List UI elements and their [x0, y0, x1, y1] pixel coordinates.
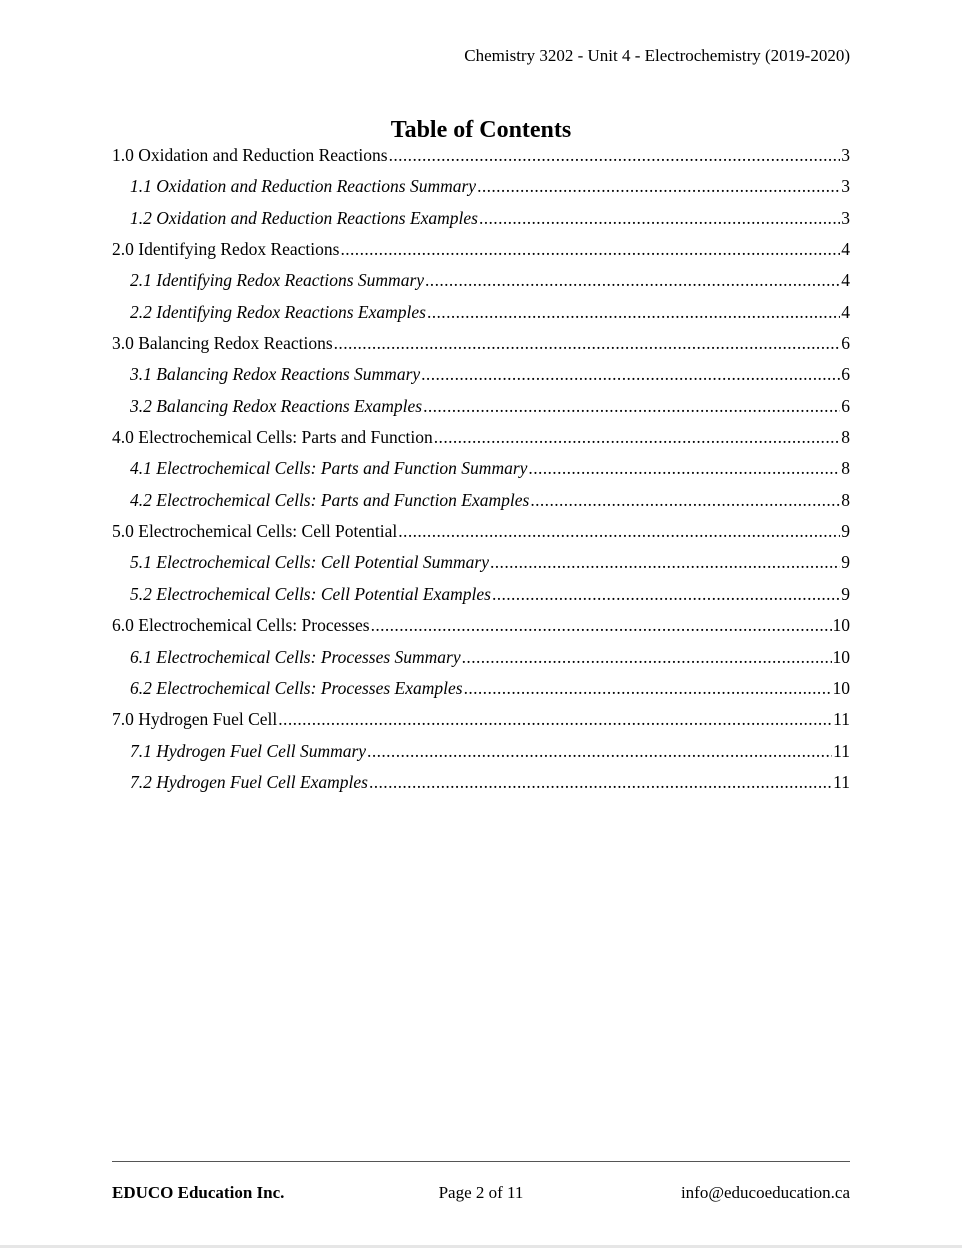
- toc-dot-leader: [421, 359, 840, 390]
- toc-dot-leader: [398, 516, 840, 547]
- toc-entry-page-number: 4: [841, 301, 850, 322]
- toc-entry-page-number: 10: [832, 677, 850, 698]
- toc-entry-label: 4.0 Electrochemical Cells: Parts and Function: [112, 427, 433, 448]
- toc-entry-page-number: 6: [841, 364, 850, 385]
- toc-entry-label: 3.0 Balancing Redox Reactions: [112, 333, 333, 354]
- toc-entry-page-number: 4: [841, 270, 850, 291]
- toc-entry-label: 3.1 Balancing Redox Reactions Summary: [130, 364, 421, 385]
- toc-entry-label: 4.1 Electrochemical Cells: Parts and Function Summary: [130, 458, 528, 479]
- toc-subsection-entry[interactable]: [112, 171, 850, 202]
- toc-subsection-entry[interactable]: [112, 547, 850, 578]
- toc-subsection-entry[interactable]: [112, 736, 850, 767]
- toc-entry-label: 6.2 Electrochemical Cells: Processes Examples: [130, 677, 463, 698]
- toc-entry-page-number: 11: [833, 740, 850, 761]
- toc-entry-page-number: 8: [841, 458, 850, 479]
- toc-entry-page-number: 8: [841, 427, 850, 448]
- toc-subsection-entry[interactable]: [112, 579, 850, 610]
- toc-entry-label: 5.2 Electrochemical Cells: Cell Potential Examples: [130, 583, 491, 604]
- toc-section-entry[interactable]: [112, 140, 850, 171]
- toc-entry-label: 1.0 Oxidation and Reduction Reactions: [112, 145, 388, 165]
- toc-entry-label: 1.2 Oxidation and Reduction Reactions Examples: [130, 207, 478, 228]
- toc-subsection-entry[interactable]: [112, 453, 850, 484]
- toc-dot-leader: [389, 140, 841, 171]
- toc-entry-label: 2.1 Identifying Redox Reactions Summary: [130, 270, 425, 291]
- toc-dot-leader: [427, 297, 840, 328]
- toc-dot-leader: [477, 171, 840, 202]
- toc-dot-leader: [492, 579, 840, 610]
- footer-divider: [112, 1161, 850, 1162]
- toc-entry-page-number: 10: [832, 646, 850, 667]
- table-of-contents: [112, 140, 850, 798]
- toc-dot-leader: [369, 767, 832, 798]
- toc-dot-leader: [462, 642, 832, 673]
- toc-dot-leader: [425, 265, 840, 296]
- toc-section-entry[interactable]: [112, 704, 850, 735]
- toc-dot-leader: [464, 673, 832, 704]
- toc-entry-label: 5.1 Electrochemical Cells: Cell Potential Summary: [130, 552, 489, 573]
- toc-dot-leader: [334, 328, 841, 359]
- toc-entry-label: 6.0 Electrochemical Cells: Processes: [112, 615, 370, 636]
- toc-entry-page-number: 4: [841, 239, 850, 260]
- toc-section-entry[interactable]: [112, 516, 850, 547]
- toc-dot-leader: [434, 422, 840, 453]
- toc-subsection-entry[interactable]: [112, 203, 850, 234]
- toc-subsection-entry[interactable]: [112, 297, 850, 328]
- toc-subsection-entry[interactable]: [112, 359, 850, 390]
- toc-dot-leader: [530, 485, 840, 516]
- toc-subsection-entry[interactable]: [112, 767, 850, 798]
- toc-dot-leader: [479, 203, 840, 234]
- toc-entry-label: 2.0 Identifying Redox Reactions: [112, 239, 340, 260]
- toc-entry-page-number: 9: [841, 583, 850, 604]
- toc-entry-label: 5.0 Electrochemical Cells: Cell Potential: [112, 521, 398, 542]
- toc-dot-leader: [490, 547, 840, 578]
- toc-entry-label: 7.2 Hydrogen Fuel Cell Examples: [130, 771, 368, 792]
- toc-subsection-entry[interactable]: [112, 265, 850, 296]
- toc-entry-page-number: 3: [841, 207, 850, 228]
- toc-entry-label: 4.2 Electrochemical Cells: Parts and Function Examples: [130, 489, 530, 510]
- toc-dot-leader: [371, 610, 832, 641]
- toc-entry-label: 2.2 Identifying Redox Reactions Examples: [130, 301, 426, 322]
- toc-dot-leader: [528, 453, 840, 484]
- toc-entry-page-number: 6: [841, 333, 850, 354]
- toc-entry-page-number: 3: [841, 176, 850, 197]
- toc-entry-page-number: 6: [841, 395, 850, 416]
- running-header: Chemistry 3202 - Unit 4 - Electrochemistry (2019-2020): [464, 46, 850, 65]
- toc-entry-label: 1.1 Oxidation and Reduction Reactions Summary: [130, 176, 477, 197]
- page-title: Table of Contents: [390, 117, 572, 143]
- toc-subsection-entry[interactable]: [112, 673, 850, 704]
- toc-entry-label: 6.1 Electrochemical Cells: Processes Summary: [130, 646, 461, 667]
- toc-entry-label: 7.1 Hydrogen Fuel Cell Summary: [130, 740, 367, 761]
- toc-subsection-entry[interactable]: [112, 485, 850, 516]
- toc-entry-page-number: 11: [833, 771, 850, 792]
- toc-subsection-entry[interactable]: [112, 391, 850, 422]
- toc-entry-label: 7.0 Hydrogen Fuel Cell: [112, 709, 278, 730]
- toc-section-entry[interactable]: [112, 328, 850, 359]
- toc-dot-leader: [367, 736, 832, 767]
- toc-entry-page-number: 9: [841, 552, 850, 573]
- toc-dot-leader: [340, 234, 840, 265]
- toc-entry-page-number: 9: [841, 521, 850, 542]
- toc-entry-page-number: 8: [841, 489, 850, 510]
- toc-entry-page-number: 10: [832, 615, 850, 636]
- toc-entry-page-number: 11: [833, 709, 850, 730]
- toc-subsection-entry[interactable]: [112, 642, 850, 673]
- toc-dot-leader: [278, 704, 832, 735]
- toc-section-entry[interactable]: [112, 234, 850, 265]
- toc-section-entry[interactable]: [112, 610, 850, 641]
- toc-dot-leader: [423, 391, 840, 422]
- toc-section-entry[interactable]: [112, 422, 850, 453]
- footer-page-indicator: Page 2 of 11: [438, 1183, 524, 1202]
- toc-entry-label: 3.2 Balancing Redox Reactions Examples: [130, 395, 423, 416]
- footer-company: EDUCO Education Inc.: [112, 1183, 285, 1202]
- footer-email-link[interactable]: info@educoeducation.ca: [680, 1183, 850, 1202]
- toc-entry-page-number: 3: [841, 145, 850, 165]
